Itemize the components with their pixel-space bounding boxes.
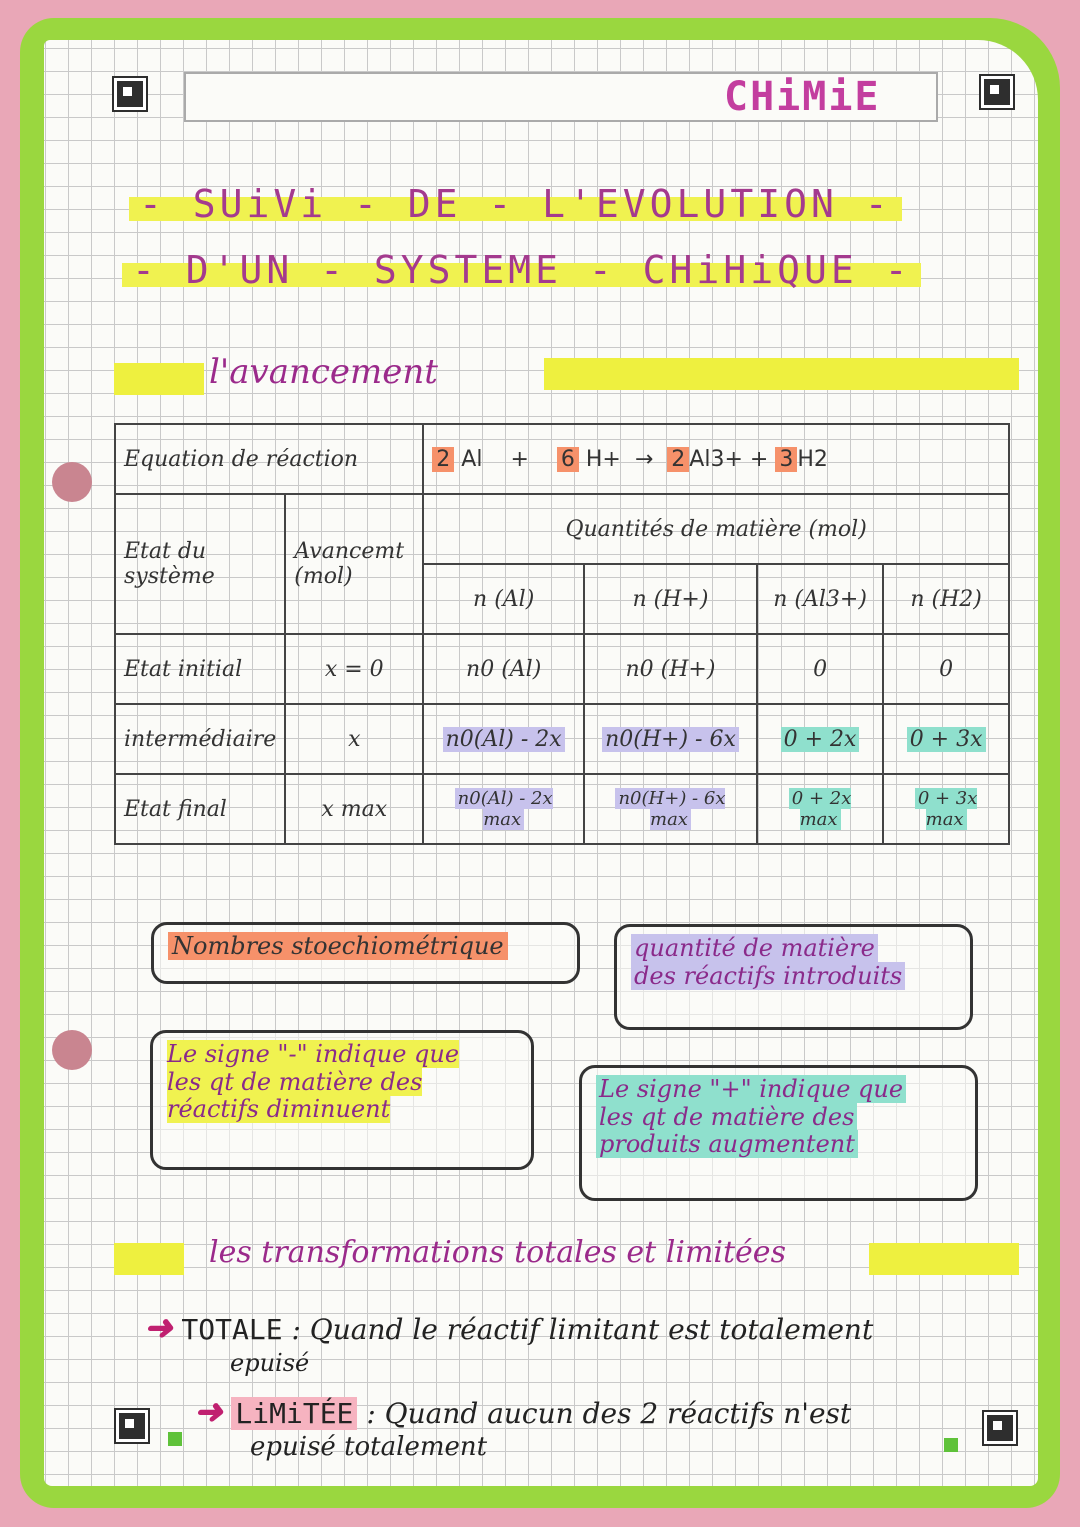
coef-al: 2: [432, 447, 454, 472]
coef-al3: 2: [667, 447, 689, 472]
note-text: Le signe "-" indique que: [167, 1040, 460, 1068]
row-advance: x: [285, 704, 423, 774]
binder-hole: [52, 1030, 92, 1070]
cell-n-al3: [757, 774, 883, 844]
cell-n-h: [584, 704, 757, 774]
row-state: Etat final: [115, 774, 285, 844]
col-advance-header: Avancemt (mol): [285, 494, 423, 634]
row-advance: x max: [285, 774, 423, 844]
note-minus-sign: [150, 1030, 534, 1170]
cell-n-h: [584, 774, 757, 844]
note-text: produits augmentent: [596, 1130, 858, 1158]
col-head-n-al: n (Al): [423, 564, 584, 634]
quantities-header: Quantités de matière (mol): [423, 494, 1009, 564]
table-row: [115, 704, 1009, 774]
coef-h2: 3: [775, 447, 797, 472]
reaction-equation: [423, 424, 1009, 494]
cell-text: 0 + 2x max: [789, 788, 852, 830]
note-text: Nombres stoechiométrique: [168, 932, 508, 960]
highlight-bar: [114, 363, 204, 395]
note-plus-sign: [579, 1065, 978, 1201]
table-row: [115, 634, 1009, 704]
table-row: [115, 774, 1009, 844]
arrow-right-icon: ➜: [144, 1308, 173, 1348]
binder-hole: [52, 462, 92, 502]
definition-text: : Quand aucun des 2 réactifs n'est: [366, 1397, 852, 1430]
note-text: les qt de matière des: [596, 1103, 857, 1131]
cell-n-al: [423, 774, 584, 844]
cell-n-al3: 0: [757, 634, 883, 704]
definition-totale: [144, 1310, 1014, 1378]
plus-sign: +: [749, 446, 769, 472]
cell-text: n0(H+) - 6x max: [615, 788, 725, 830]
title-line-2: - D'UN - SYSTEME - CHiHiQUE -: [122, 246, 921, 294]
section-heading-transformations: les transformations totales et limitées: [209, 1235, 786, 1270]
note-text: Le signe "+" indique que: [596, 1075, 906, 1103]
definition-text: : Quand le réactif limitant est totalement: [291, 1313, 874, 1346]
arrow-right-icon: ➜: [194, 1392, 223, 1432]
note-quantities: [614, 924, 973, 1030]
product-h2: H2: [797, 446, 828, 472]
col-state-header: Etat du système: [115, 494, 285, 634]
reaction-arrow: →: [634, 446, 654, 472]
reactant-al: Al: [461, 446, 483, 472]
cell-text: n0(H+) - 6x: [602, 727, 739, 752]
definition-text: epuisé totalement: [250, 1432, 488, 1463]
equation-label: Equation de réaction: [115, 424, 423, 494]
keyword-totale: TOTALE: [181, 1313, 283, 1346]
advancement-table: [114, 423, 1010, 845]
cell-n-h2: [883, 774, 1009, 844]
col-head-n-h2: n (H2): [883, 564, 1009, 634]
keyword-limitee: LiMiTÉE: [231, 1397, 357, 1430]
row-state: intermédiaire: [115, 704, 285, 774]
product-al3: Al3+: [689, 446, 743, 472]
corner-mark-icon: [116, 1410, 148, 1442]
note-text: des réactifs introduits: [631, 962, 905, 990]
cell-n-h2: 0: [883, 634, 1009, 704]
col-head-n-al3: n (Al3+): [757, 564, 883, 634]
cell-text: 0 + 3x max: [915, 788, 978, 830]
note-text: réactifs diminuent: [167, 1095, 391, 1124]
row-advance: x = 0: [285, 634, 423, 704]
row-state: Etat initial: [115, 634, 285, 704]
cell-n-al: [423, 704, 584, 774]
cell-text: n0(Al) - 2x max: [455, 788, 553, 830]
definition-text: epuisé: [230, 1349, 310, 1378]
cell-n-al: n0 (Al): [423, 634, 584, 704]
cell-n-h2: [883, 704, 1009, 774]
green-square-icon: [168, 1432, 182, 1446]
cell-text: n0(Al) - 2x: [443, 727, 565, 752]
highlight-bar: [869, 1243, 1019, 1275]
col-head-n-h: n (H+): [584, 564, 757, 634]
highlight-bar: [544, 358, 1019, 390]
corner-mark-icon: [114, 78, 146, 110]
subject-label: CHiMiE: [724, 74, 881, 120]
cell-text: 0 + 2x: [781, 727, 860, 752]
note-text: quantité de matière: [631, 934, 878, 962]
title-line-1: - SUiVi - DE - L'EVOLUTION -: [129, 180, 902, 228]
cell-n-h: n0 (H+): [584, 634, 757, 704]
coef-h: 6: [557, 447, 579, 472]
section-heading-avancement: l'avancement: [209, 352, 438, 392]
reactant-h: H+: [585, 446, 621, 472]
notebook-page: [44, 40, 1038, 1486]
note-text: les qt de matière des: [167, 1067, 423, 1096]
cell-n-al3: [757, 704, 883, 774]
highlight-bar: [114, 1243, 184, 1275]
cell-text: 0 + 3x: [907, 727, 986, 752]
plus-sign: +: [510, 446, 529, 472]
definition-limitee: [194, 1394, 1014, 1462]
note-stoichiometric: [151, 922, 580, 984]
corner-mark-icon: [981, 76, 1013, 108]
